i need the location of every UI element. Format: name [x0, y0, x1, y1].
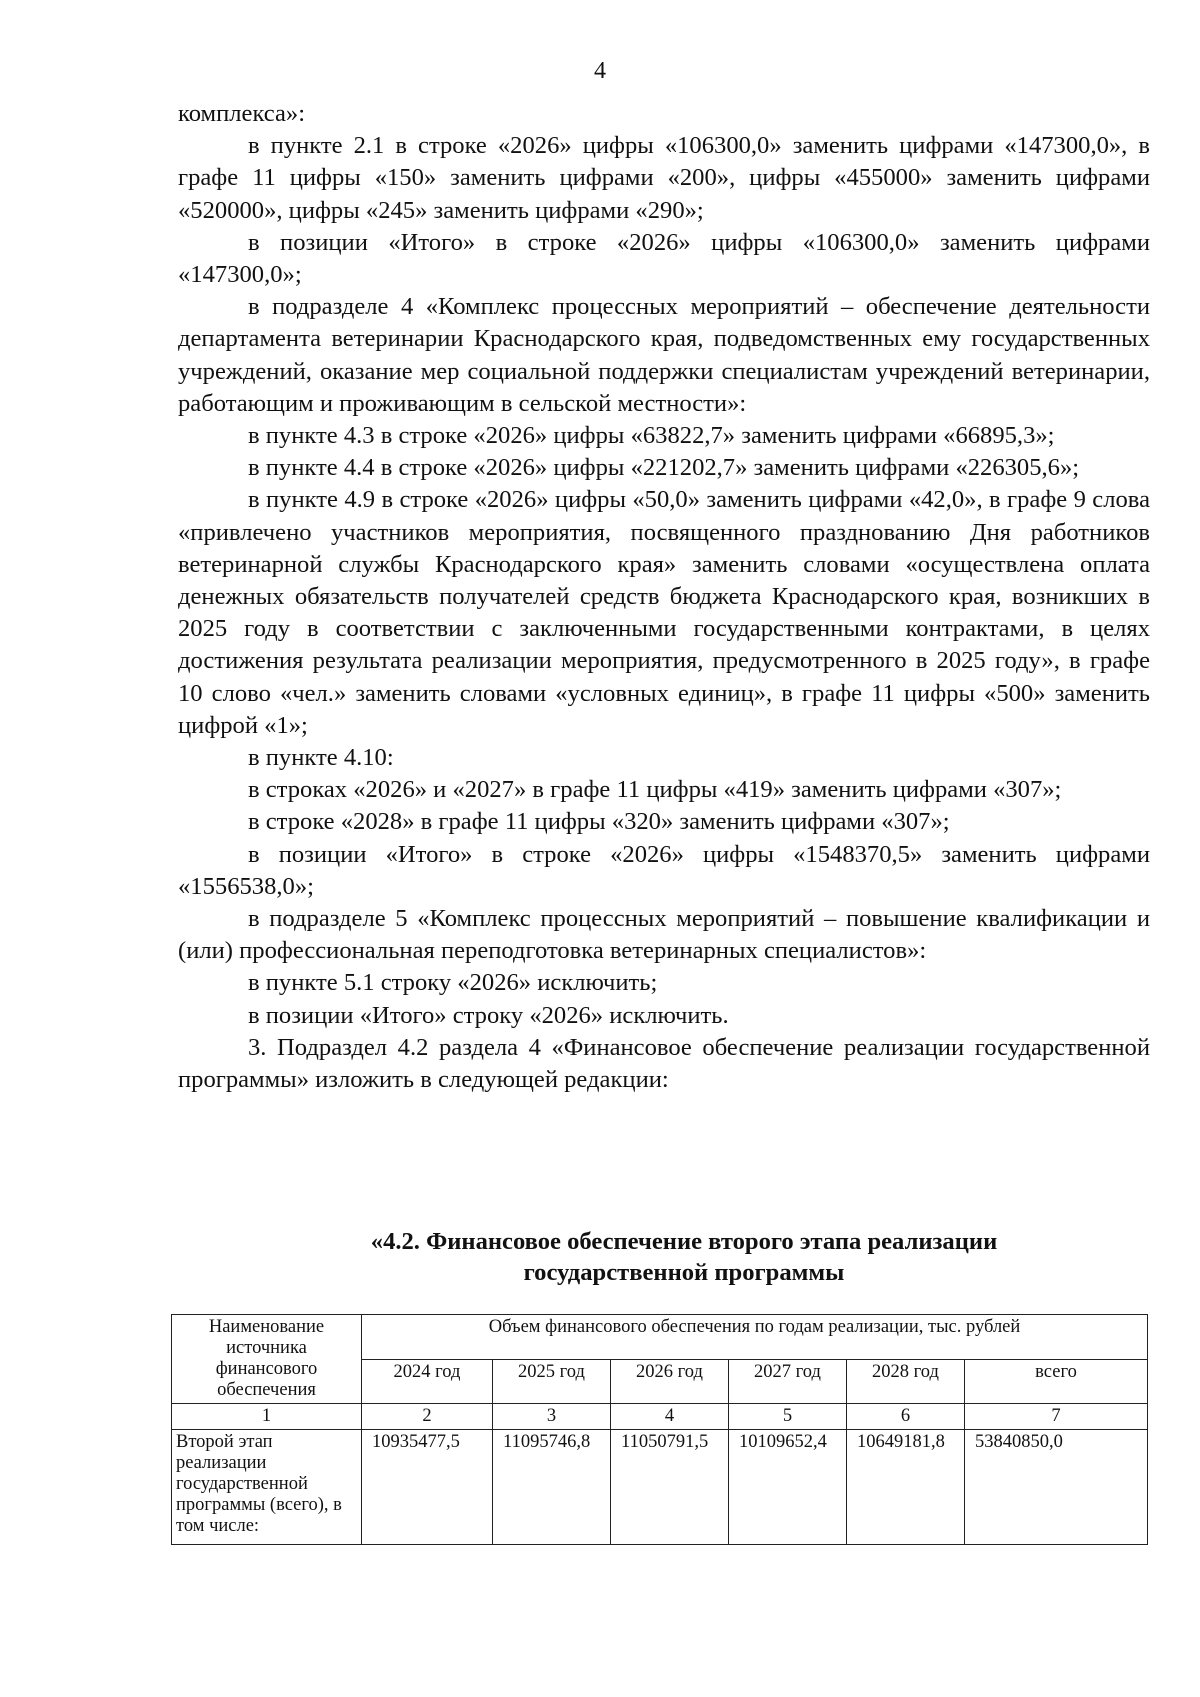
column-number: 6: [847, 1404, 965, 1430]
paragraph: в строках «2026» и «2027» в графе 11 цифры «419» заменить цифрами «307»;: [248, 776, 1062, 804]
page-number: 4: [594, 58, 606, 84]
column-number: 2: [362, 1404, 493, 1430]
column-number: 1: [172, 1404, 362, 1430]
document-body: [178, 98, 1150, 1096]
paragraph: в пункте 4.9 в строке «2026» цифры «50,0» заменить цифрами «42,0», в графе 9 слова «привлечено участников мероприятия, посвященного празднованию Дня работников ветеринарной службы Краснодарского края» заменить словами «осуществлена оплата денежных обязательств получателей средств бюджета Краснодарского края, возникших в 2025 году в соответствии с заключенными государственными контрактами, в целях достижения результата реализации мероприятия, предусмотренного в 2025 году», в графе 10 слово «чел.» заменить словами «условных единиц», в графе 11 цифры «500» заменить цифрой «1»;: [178, 486, 1150, 739]
paragraph: комплекса»:: [178, 100, 306, 127]
paragraph: в позиции «Итого» в строке «2026» цифры «106300,0» заменить цифрами «147300,0»;: [178, 228, 1150, 289]
paragraph: в строке «2028» в графе 11 цифры «320» заменить цифрами «307»;: [248, 808, 950, 836]
paragraph: 3. Подраздел 4.2 раздела 4 «Финансовое обеспечение реализации государственной программы» изложить в следующей редакции:: [178, 1033, 1150, 1094]
row-value: 11050791,5: [611, 1430, 729, 1545]
table-header-volume: Объем финансового обеспечения по годам реализации, тыс. рублей: [362, 1315, 1148, 1360]
paragraph: в пункте 4.10:: [248, 744, 394, 772]
column-number: 4: [611, 1404, 729, 1430]
table-header-year: 2028 год: [847, 1359, 965, 1404]
paragraph: в пункте 4.4 в строке «2026» цифры «221202,7» заменить цифрами «226305,6»;: [248, 454, 1080, 482]
paragraph: в пункте 5.1 строку «2026» исключить;: [248, 969, 658, 997]
table-header-year: 2025 год: [493, 1359, 611, 1404]
table-row: [172, 1430, 1148, 1545]
table-header-total: всего: [965, 1359, 1148, 1404]
column-number: 7: [965, 1404, 1148, 1430]
financing-table: [171, 1314, 1148, 1545]
row-value: 10109652,4: [729, 1430, 847, 1545]
section-heading-line-1: «4.2. Финансовое обеспечение второго этапа реализации: [370, 1228, 998, 1255]
table-header-year: 2027 год: [729, 1359, 847, 1404]
row-value: 11095746,8: [493, 1430, 611, 1545]
column-number: 5: [729, 1404, 847, 1430]
paragraph: в подразделе 4 «Комплекс процессных мероприятий – обеспечение деятельности департамента ветеринарии Краснодарского края, подведомственных ему государственных учреждений, оказание мер социальной поддержки специалистам учреждений ветеринарии, работающим и проживающим в сельской местности»:: [178, 293, 1150, 417]
section-heading-line-2: государственной программы: [523, 1259, 845, 1286]
row-value: 10649181,8: [847, 1430, 965, 1545]
section-heading: [178, 1226, 1150, 1288]
table-column-number-row: [172, 1404, 1148, 1430]
paragraph: в позиции «Итого» в строке «2026» цифры «1548370,5» заменить цифрами «1556538,0»;: [178, 840, 1150, 900]
table-header-source: Наименование источника финансового обеспечения: [172, 1315, 362, 1404]
paragraph: в позиции «Итого» строку «2026» исключить.: [248, 1001, 729, 1029]
paragraph: в пункте 4.3 в строке «2026» цифры «63822,7» заменить цифрами «66895,3»;: [248, 422, 1055, 450]
column-number: 3: [493, 1404, 611, 1430]
table-header-year: 2024 год: [362, 1359, 493, 1404]
row-label: Второй этап реализации государственной программы (всего), в том числе:: [172, 1430, 362, 1545]
table-header-year: 2026 год: [611, 1359, 729, 1404]
paragraph: в подразделе 5 «Комплекс процессных мероприятий – повышение квалификации и (или) профессиональная переподготовка ветеринарных специалистов»:: [178, 905, 1150, 965]
row-value: 10935477,5: [362, 1430, 493, 1545]
row-value: 53840850,0: [965, 1430, 1148, 1545]
paragraph: в пункте 2.1 в строке «2026» цифры «106300,0» заменить цифрами «147300,0», в графе 11 цифры «150» заменить цифрами «200», цифры «455000» заменить цифрами «520000», цифры «245» заменить цифрами «290»;: [178, 132, 1150, 224]
